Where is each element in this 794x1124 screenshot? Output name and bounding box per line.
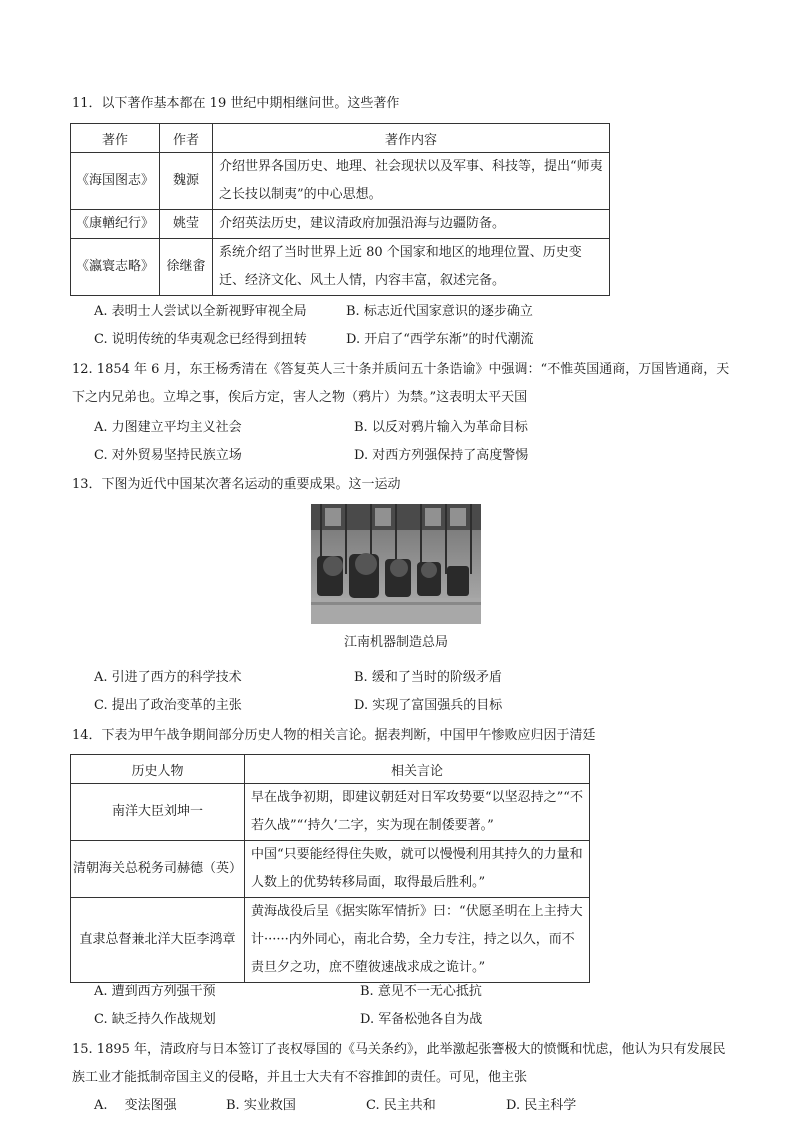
question-15-stem: 15. 1895 年，清政府与日本签订了丧权辱国的《马关条约》，此举激起张謇极大的愤慨和忧虑，他认为只有发展民族工业才能抵制帝国主义的侵略，并且士大夫有不容推卸的责任。可见，他主张	[72, 1042, 726, 1085]
option-a: A. 表明士人尝试以全新视野审视全局	[94, 304, 307, 319]
table-row	[71, 153, 610, 210]
question-12-stem: 12. 1854 年 6 月，东王杨秀清在《答复英人三十条并质问五十条诰谕》中强调：“不惟英国通商，万国皆通商，天下之内兄弟也。立埠之事，俟后方定，害人之物（鸦片）为禁。”这表明太平天国	[72, 362, 730, 405]
option-d: D. 民主科学	[506, 1098, 577, 1113]
option-a: A. 遭到西方列强干预	[94, 984, 216, 999]
question-15-options	[94, 1092, 734, 1120]
question-14-table	[70, 754, 590, 983]
option-b: B. 以反对鸦片输入为革命目标	[354, 420, 528, 435]
table-row	[71, 210, 610, 239]
option-b: B. 实业救国	[226, 1098, 296, 1113]
question-14-stem: 14．下表为甲午战争期间部分历史人物的相关言论。据表判断，中国甲午惨败应归因于清廷	[72, 728, 596, 743]
table-cell-author: 徐继畬	[160, 239, 213, 296]
table-row	[71, 898, 590, 983]
table-cell-book: 《瀛寰志略》	[71, 239, 160, 296]
photo-caption: 江南机器制造总局	[343, 635, 448, 650]
option-d: D. 军备松弛各自为战	[360, 1012, 483, 1027]
question-13-options	[94, 664, 734, 720]
factory-photo	[311, 504, 481, 624]
table-cell-book: 《海国图志》	[71, 153, 160, 210]
table-cell-person: 清朝海关总税务司赫德（英）	[71, 841, 245, 898]
table-header-row	[71, 124, 610, 153]
question-11-options	[94, 298, 734, 354]
table-header: 作者	[160, 124, 213, 153]
table-row	[71, 784, 590, 841]
table-cell-content: 系统介绍了当时世界上近 80 个国家和地区的地理位置、历史变迁、经济文化、风土人情，内容丰富，叙述完备。	[213, 239, 610, 296]
option-d: D. 实现了富国强兵的目标	[354, 698, 503, 713]
table-header: 著作内容	[213, 124, 610, 153]
question-12-options	[94, 414, 734, 470]
table-row	[71, 841, 590, 898]
table-cell-person: 直隶总督兼北洋大臣李鸿章	[71, 898, 245, 983]
table-header: 著作	[71, 124, 160, 153]
option-a: A. 变法图强	[94, 1098, 177, 1113]
table-cell-content: 介绍英法历史，建议清政府加强沿海与边疆防备。	[213, 210, 610, 239]
table-row	[71, 239, 610, 296]
table-cell-author: 魏源	[160, 153, 213, 210]
table-cell-quote: 早在战争初期，即建议朝廷对日军攻势要“以坚忍持之”“不若久战”“‘持久’二字，实为现在制倭要著。”	[245, 784, 590, 841]
table-cell-book: 《康輶纪行》	[71, 210, 160, 239]
table-cell-quote: 黄海战役后呈《据实陈军情折》曰：“伏愿圣明在上主持大计······内外同心，南北合势，全力专注，持之以久，而不责旦夕之功，庶不堕彼速战求成之诡计。”	[245, 898, 590, 983]
table-header: 相关言论	[245, 755, 590, 784]
option-b: B. 缓和了当时的阶级矛盾	[354, 670, 502, 685]
table-header-row	[71, 755, 590, 784]
table-header: 历史人物	[71, 755, 245, 784]
option-c: C. 提出了政治变革的主张	[94, 698, 242, 713]
table-cell-author: 姚莹	[160, 210, 213, 239]
question-11-table	[70, 123, 610, 296]
table-cell-person: 南洋大臣刘坤一	[71, 784, 245, 841]
option-c: C. 对外贸易坚持民族立场	[94, 448, 242, 463]
option-c: C. 说明传统的华夷观念已经得到扭转	[94, 332, 307, 347]
option-c: C. 缺乏持久作战规划	[94, 1012, 216, 1027]
option-b: B. 意见不一无心抵抗	[360, 984, 482, 999]
question-13-stem: 13．下图为近代中国某次著名运动的重要成果。这一运动	[72, 477, 401, 492]
option-d: D. 开启了“西学东渐”的时代潮流	[346, 332, 534, 347]
table-cell-quote: 中国“只要能经得住失败，就可以慢慢利用其持久的力量和人数上的优势转移局面，取得最后胜利。”	[245, 841, 590, 898]
question-14-options	[94, 978, 734, 1034]
table-cell-content: 介绍世界各国历史、地理、社会现状以及军事、科技等，提出“师夷之长技以制夷”的中心思想。	[213, 153, 610, 210]
option-a: A. 引进了西方的科学技术	[94, 670, 242, 685]
option-b: B. 标志近代国家意识的逐步确立	[346, 304, 533, 319]
option-d: D. 对西方列强保持了高度警惕	[354, 448, 529, 463]
question-11-stem: 11．以下著作基本都在 19 世纪中期相继问世。这些著作	[72, 96, 400, 111]
option-a: A. 力图建立平均主义社会	[94, 420, 242, 435]
option-c: C. 民主共和	[366, 1098, 436, 1113]
